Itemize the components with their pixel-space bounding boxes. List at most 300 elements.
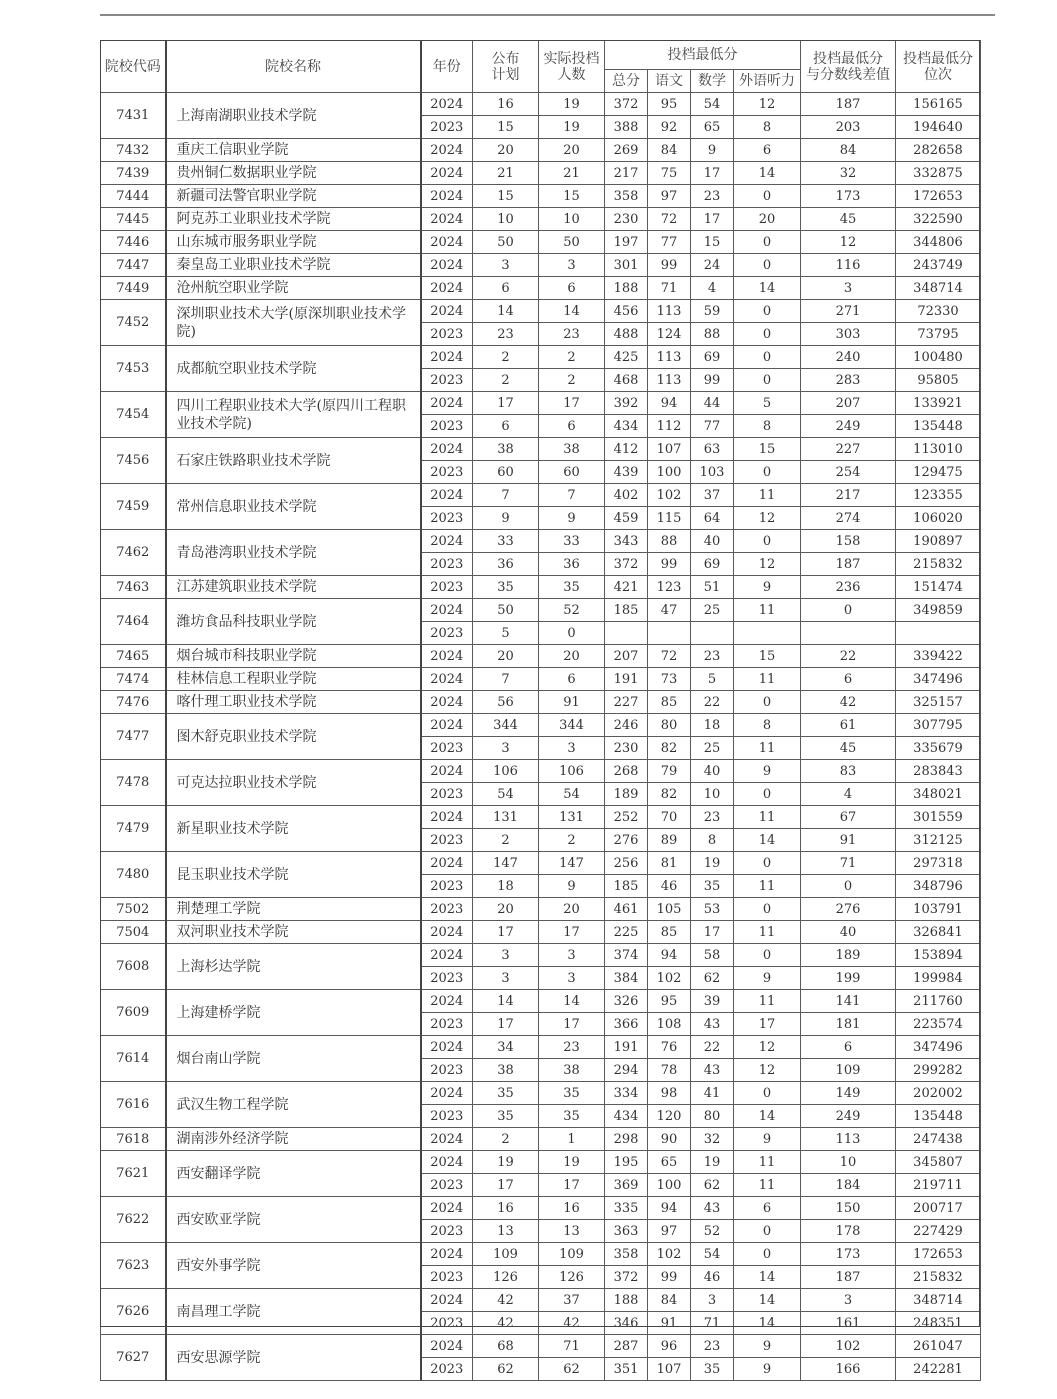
- table-row: [101, 1082, 981, 1105]
- cell-year: 2023: [421, 461, 473, 484]
- cell-total: 246: [605, 714, 648, 737]
- cell-diff: 187: [801, 553, 896, 576]
- cell-rank: 190897: [896, 530, 981, 553]
- cell-year: 2024: [421, 254, 473, 277]
- cell-chinese: 47: [648, 599, 691, 622]
- cell-year: 2024: [421, 346, 473, 369]
- school-name: 南昌理工学院: [166, 1289, 421, 1335]
- school-code: 7439: [101, 162, 166, 185]
- cell-year: 2024: [421, 1197, 473, 1220]
- school-name: 西安欧亚学院: [166, 1197, 421, 1243]
- cell-actual: 3: [539, 254, 605, 277]
- cell-foreign: 0: [734, 185, 801, 208]
- cell-plan: 7: [473, 484, 539, 507]
- cell-total: 434: [605, 415, 648, 438]
- cell-chinese: 115: [648, 507, 691, 530]
- cell-actual: 3: [539, 737, 605, 760]
- cell-plan: 126: [473, 1266, 539, 1289]
- cell-rank: 344806: [896, 231, 981, 254]
- cell-chinese: 99: [648, 254, 691, 277]
- cell-plan: 20: [473, 645, 539, 668]
- cell-math: 65: [691, 116, 734, 139]
- cell-plan: 3: [473, 737, 539, 760]
- cell-plan: 109: [473, 1243, 539, 1266]
- cell-rank: 135448: [896, 415, 981, 438]
- cell-rank: 194640: [896, 116, 981, 139]
- cell-actual: 21: [539, 162, 605, 185]
- cell-plan: 14: [473, 990, 539, 1013]
- cell-diff: 45: [801, 737, 896, 760]
- cell-total: 298: [605, 1128, 648, 1151]
- cell-diff: 189: [801, 944, 896, 967]
- cell-year: 2024: [421, 139, 473, 162]
- cell-rank: 325157: [896, 691, 981, 714]
- cell-foreign: 11: [734, 921, 801, 944]
- cell-foreign: 9: [734, 1358, 801, 1381]
- cell-math: 22: [691, 691, 734, 714]
- cell-math: 32: [691, 1128, 734, 1151]
- cell-year: 2024: [421, 162, 473, 185]
- cell-actual: 109: [539, 1243, 605, 1266]
- cell-actual: 17: [539, 1174, 605, 1197]
- cell-chinese: 85: [648, 921, 691, 944]
- cell-math: 62: [691, 1174, 734, 1197]
- cell-plan: 54: [473, 783, 539, 806]
- cell-math: 17: [691, 162, 734, 185]
- cell-foreign: 12: [734, 1036, 801, 1059]
- cell-total: 351: [605, 1358, 648, 1381]
- cell-foreign: 0: [734, 1220, 801, 1243]
- school-code: 7504: [101, 921, 166, 944]
- cell-actual: 20: [539, 898, 605, 921]
- cell-chinese: 72: [648, 645, 691, 668]
- cell-year: 2024: [421, 852, 473, 875]
- cell-rank: 151474: [896, 576, 981, 599]
- table-header: [101, 41, 981, 93]
- table-row: [101, 1128, 981, 1151]
- school-name: 潍坊食品科技职业学院: [166, 599, 421, 645]
- cell-plan: 16: [473, 93, 539, 116]
- cell-plan: 5: [473, 622, 539, 645]
- cell-foreign: 14: [734, 1105, 801, 1128]
- cell-total: 256: [605, 852, 648, 875]
- cell-foreign: 12: [734, 553, 801, 576]
- cell-chinese: 46: [648, 875, 691, 898]
- cell-plan: 7: [473, 668, 539, 691]
- school-code: 7446: [101, 231, 166, 254]
- cell-actual: 38: [539, 438, 605, 461]
- cell-foreign: 11: [734, 668, 801, 691]
- table-row: [101, 300, 981, 323]
- cell-total: 372: [605, 93, 648, 116]
- cell-total: 461: [605, 898, 648, 921]
- cell-total: 230: [605, 208, 648, 231]
- cell-rank: 172653: [896, 185, 981, 208]
- cell-foreign: 0: [734, 254, 801, 277]
- cell-math: 5: [691, 668, 734, 691]
- cell-rank: 123355: [896, 484, 981, 507]
- cell-total: 459: [605, 507, 648, 530]
- school-code: 7502: [101, 898, 166, 921]
- cell-foreign: 11: [734, 484, 801, 507]
- school-name: 双河职业技术学院: [166, 921, 421, 944]
- cell-rank: 243749: [896, 254, 981, 277]
- cell-foreign: 0: [734, 323, 801, 346]
- school-code: 7478: [101, 760, 166, 806]
- cell-actual: 50: [539, 231, 605, 254]
- cell-foreign: 14: [734, 1312, 801, 1335]
- table-row: [101, 576, 981, 599]
- cell-year: 2023: [421, 507, 473, 530]
- cell-actual: 13: [539, 1220, 605, 1243]
- cell-math: 4: [691, 277, 734, 300]
- cell-plan: 56: [473, 691, 539, 714]
- school-name: 沧州航空职业学院: [166, 277, 421, 300]
- cell-math: 71: [691, 1312, 734, 1335]
- cell-plan: 36: [473, 553, 539, 576]
- cell-diff: 91: [801, 829, 896, 852]
- cell-actual: 38: [539, 1059, 605, 1082]
- cell-plan: 10: [473, 208, 539, 231]
- school-name: 贵州铜仁数据职业学院: [166, 162, 421, 185]
- cell-chinese: 94: [648, 392, 691, 415]
- cell-actual: 126: [539, 1266, 605, 1289]
- cell-year: 2023: [421, 1013, 473, 1036]
- cell-foreign: 9: [734, 760, 801, 783]
- cell-total: 188: [605, 1289, 648, 1312]
- cell-foreign: 9: [734, 1128, 801, 1151]
- school-code: 7453: [101, 346, 166, 392]
- school-code: 7456: [101, 438, 166, 484]
- school-name: 烟台南山学院: [166, 1036, 421, 1082]
- cell-plan: 17: [473, 1174, 539, 1197]
- cell-foreign: 9: [734, 1335, 801, 1358]
- cell-total: 301: [605, 254, 648, 277]
- cell-year: 2023: [421, 323, 473, 346]
- cell-year: 2023: [421, 737, 473, 760]
- cell-math: 41: [691, 1082, 734, 1105]
- cell-rank: 247438: [896, 1128, 981, 1151]
- cell-actual: 20: [539, 645, 605, 668]
- cell-actual: 35: [539, 1105, 605, 1128]
- cell-actual: 7: [539, 484, 605, 507]
- cell-chinese: 113: [648, 369, 691, 392]
- cell-foreign: 0: [734, 530, 801, 553]
- school-code: 7431: [101, 93, 166, 139]
- cell-diff: 149: [801, 1082, 896, 1105]
- school-code: 7479: [101, 806, 166, 852]
- cell-diff: 254: [801, 461, 896, 484]
- cell-math: 18: [691, 714, 734, 737]
- cell-rank: 199984: [896, 967, 981, 990]
- cell-chinese: 94: [648, 944, 691, 967]
- cell-foreign: 15: [734, 645, 801, 668]
- school-name: 新疆司法警官职业学院: [166, 185, 421, 208]
- cell-foreign: 14: [734, 1289, 801, 1312]
- cell-year: 2024: [421, 760, 473, 783]
- cell-actual: 19: [539, 116, 605, 139]
- cell-math: 43: [691, 1197, 734, 1220]
- cell-rank: 156165: [896, 93, 981, 116]
- cell-math: 24: [691, 254, 734, 277]
- cell-total: 294: [605, 1059, 648, 1082]
- school-code: 7477: [101, 714, 166, 760]
- cell-plan: 19: [473, 1151, 539, 1174]
- cell-math: 59: [691, 300, 734, 323]
- header-year: 年份: [421, 41, 473, 93]
- cell-diff: 40: [801, 921, 896, 944]
- cell-chinese: 112: [648, 415, 691, 438]
- table-row: [101, 599, 981, 622]
- cell-plan: 23: [473, 323, 539, 346]
- cell-total: 456: [605, 300, 648, 323]
- school-code: 7459: [101, 484, 166, 530]
- cell-actual: 35: [539, 1082, 605, 1105]
- table-row: [101, 1335, 981, 1358]
- cell-chinese: 99: [648, 1266, 691, 1289]
- cell-year: 2024: [421, 530, 473, 553]
- cell-chinese: 95: [648, 93, 691, 116]
- cell-year: 2024: [421, 185, 473, 208]
- school-name: 喀什理工职业技术学院: [166, 691, 421, 714]
- cell-diff: 166: [801, 1358, 896, 1381]
- cell-math: 53: [691, 898, 734, 921]
- cell-actual: 344: [539, 714, 605, 737]
- cell-diff: 116: [801, 254, 896, 277]
- cell-foreign: 11: [734, 1151, 801, 1174]
- header-name: 院校名称: [166, 41, 421, 93]
- cell-diff: 249: [801, 415, 896, 438]
- cell-math: 10: [691, 783, 734, 806]
- cell-math: 35: [691, 875, 734, 898]
- cell-chinese: 79: [648, 760, 691, 783]
- table-row: [101, 438, 981, 461]
- school-name: 上海建桥学院: [166, 990, 421, 1036]
- cell-chinese: 91: [648, 1312, 691, 1335]
- cell-total: 358: [605, 1243, 648, 1266]
- cell-year: 2024: [421, 484, 473, 507]
- school-code: 7622: [101, 1197, 166, 1243]
- cell-plan: 9: [473, 507, 539, 530]
- cell-chinese: 71: [648, 277, 691, 300]
- cell-total: 372: [605, 553, 648, 576]
- cell-total: 252: [605, 806, 648, 829]
- cell-year: 2023: [421, 116, 473, 139]
- cell-chinese: 72: [648, 208, 691, 231]
- cell-rank: 339422: [896, 645, 981, 668]
- school-name: 山东城市服务职业学院: [166, 231, 421, 254]
- cell-diff: 276: [801, 898, 896, 921]
- cell-foreign: 0: [734, 944, 801, 967]
- cell-actual: 106: [539, 760, 605, 783]
- cell-actual: 17: [539, 392, 605, 415]
- cell-math: 17: [691, 208, 734, 231]
- cell-actual: 6: [539, 415, 605, 438]
- cell-rank: 95805: [896, 369, 981, 392]
- cell-rank: 72330: [896, 300, 981, 323]
- table-row: [101, 185, 981, 208]
- cell-foreign: 17: [734, 1013, 801, 1036]
- cell-plan: 35: [473, 576, 539, 599]
- table-row: [101, 254, 981, 277]
- cell-diff: 173: [801, 185, 896, 208]
- cell-rank: 223574: [896, 1013, 981, 1036]
- cell-actual: 62: [539, 1358, 605, 1381]
- cell-chinese: 77: [648, 231, 691, 254]
- cell-chinese: 82: [648, 783, 691, 806]
- cell-total: 191: [605, 668, 648, 691]
- cell-foreign: 9: [734, 967, 801, 990]
- cell-year: 2024: [421, 599, 473, 622]
- cell-diff: 240: [801, 346, 896, 369]
- cell-diff: 45: [801, 208, 896, 231]
- table-body: [101, 93, 981, 1381]
- cell-foreign: 14: [734, 1266, 801, 1289]
- table-row: [101, 530, 981, 553]
- school-code: 7465: [101, 645, 166, 668]
- page-top-rule: [100, 14, 995, 16]
- cell-diff: 274: [801, 507, 896, 530]
- cell-diff: 32: [801, 162, 896, 185]
- table-row: [101, 1243, 981, 1266]
- cell-diff: 283: [801, 369, 896, 392]
- school-code: 7432: [101, 139, 166, 162]
- cell-total: 363: [605, 1220, 648, 1243]
- cell-diff: 158: [801, 530, 896, 553]
- school-name: 西安思源学院: [166, 1335, 421, 1381]
- cell-year: 2024: [421, 231, 473, 254]
- cell-rank: 335679: [896, 737, 981, 760]
- cell-total: 434: [605, 1105, 648, 1128]
- table-row: [101, 231, 981, 254]
- school-code: 7618: [101, 1128, 166, 1151]
- cell-math: 77: [691, 415, 734, 438]
- cell-actual: 17: [539, 921, 605, 944]
- cell-chinese: 113: [648, 300, 691, 323]
- cell-actual: 37: [539, 1289, 605, 1312]
- cell-chinese: 100: [648, 1174, 691, 1197]
- cell-diff: 42: [801, 691, 896, 714]
- school-name: 武汉生物工程学院: [166, 1082, 421, 1128]
- school-code: 7454: [101, 392, 166, 438]
- header-min-score-group: 投档最低分: [605, 41, 801, 70]
- cell-rank: 103791: [896, 898, 981, 921]
- school-code: 7480: [101, 852, 166, 898]
- cell-actual: 36: [539, 553, 605, 576]
- cell-math: 19: [691, 852, 734, 875]
- school-code: 7608: [101, 944, 166, 990]
- table-row: [101, 645, 981, 668]
- cell-diff: 178: [801, 1220, 896, 1243]
- cell-diff: 61: [801, 714, 896, 737]
- table-row: [101, 921, 981, 944]
- cell-chinese: 85: [648, 691, 691, 714]
- cell-total: 384: [605, 967, 648, 990]
- cell-year: 2024: [421, 668, 473, 691]
- cell-rank: 322590: [896, 208, 981, 231]
- cell-plan: 50: [473, 599, 539, 622]
- cell-actual: 20: [539, 139, 605, 162]
- school-name: 昆玉职业技术学院: [166, 852, 421, 898]
- cell-total: 269: [605, 139, 648, 162]
- table-row: [101, 484, 981, 507]
- cell-total: 334: [605, 1082, 648, 1105]
- cell-chinese: 82: [648, 737, 691, 760]
- cell-rank: 215832: [896, 553, 981, 576]
- school-code: 7623: [101, 1243, 166, 1289]
- cell-year: 2024: [421, 300, 473, 323]
- cell-foreign: 0: [734, 231, 801, 254]
- cell-rank: 282658: [896, 139, 981, 162]
- cell-chinese: 80: [648, 714, 691, 737]
- cell-actual: 6: [539, 668, 605, 691]
- cell-foreign: 11: [734, 806, 801, 829]
- cell-actual: 147: [539, 852, 605, 875]
- cell-plan: 21: [473, 162, 539, 185]
- cell-rank: 297318: [896, 852, 981, 875]
- cell-year: 2024: [421, 691, 473, 714]
- cell-chinese: 97: [648, 185, 691, 208]
- cell-total: [605, 622, 648, 645]
- cell-total: 392: [605, 392, 648, 415]
- cell-plan: 50: [473, 231, 539, 254]
- cell-total: 188: [605, 277, 648, 300]
- cell-foreign: 0: [734, 346, 801, 369]
- school-code: 7621: [101, 1151, 166, 1197]
- cell-actual: 91: [539, 691, 605, 714]
- cell-diff: 12: [801, 231, 896, 254]
- cell-rank: 301559: [896, 806, 981, 829]
- cell-total: 185: [605, 875, 648, 898]
- cell-diff: 3: [801, 1289, 896, 1312]
- school-name: 江苏建筑职业技术学院: [166, 576, 421, 599]
- cell-year: 2024: [421, 645, 473, 668]
- cell-year: 2023: [421, 1059, 473, 1082]
- cell-actual: 9: [539, 875, 605, 898]
- cell-plan: 35: [473, 1105, 539, 1128]
- cell-foreign: 14: [734, 277, 801, 300]
- cell-math: 3: [691, 1289, 734, 1312]
- cell-actual: 23: [539, 323, 605, 346]
- header-score-diff: 投档最低分 与分数线差值: [801, 41, 896, 93]
- cell-actual: 19: [539, 1151, 605, 1174]
- cell-total: 439: [605, 461, 648, 484]
- cell-foreign: 11: [734, 1174, 801, 1197]
- cell-total: 402: [605, 484, 648, 507]
- cell-actual: 54: [539, 783, 605, 806]
- cell-total: 468: [605, 369, 648, 392]
- cell-actual: 6: [539, 277, 605, 300]
- school-code: 7616: [101, 1082, 166, 1128]
- cell-total: 326: [605, 990, 648, 1013]
- cell-math: 51: [691, 576, 734, 599]
- cell-chinese: 94: [648, 1197, 691, 1220]
- cell-rank: 332875: [896, 162, 981, 185]
- cell-chinese: 107: [648, 438, 691, 461]
- cell-rank: 219711: [896, 1174, 981, 1197]
- school-name: 可克达拉职业技术学院: [166, 760, 421, 806]
- cell-diff: 227: [801, 438, 896, 461]
- cell-diff: 187: [801, 93, 896, 116]
- cell-plan: 344: [473, 714, 539, 737]
- cell-total: 488: [605, 323, 648, 346]
- cell-rank: 345807: [896, 1151, 981, 1174]
- cell-chinese: 113: [648, 346, 691, 369]
- cell-math: 103: [691, 461, 734, 484]
- cell-rank: 347496: [896, 1036, 981, 1059]
- cell-total: 412: [605, 438, 648, 461]
- cell-actual: 16: [539, 1197, 605, 1220]
